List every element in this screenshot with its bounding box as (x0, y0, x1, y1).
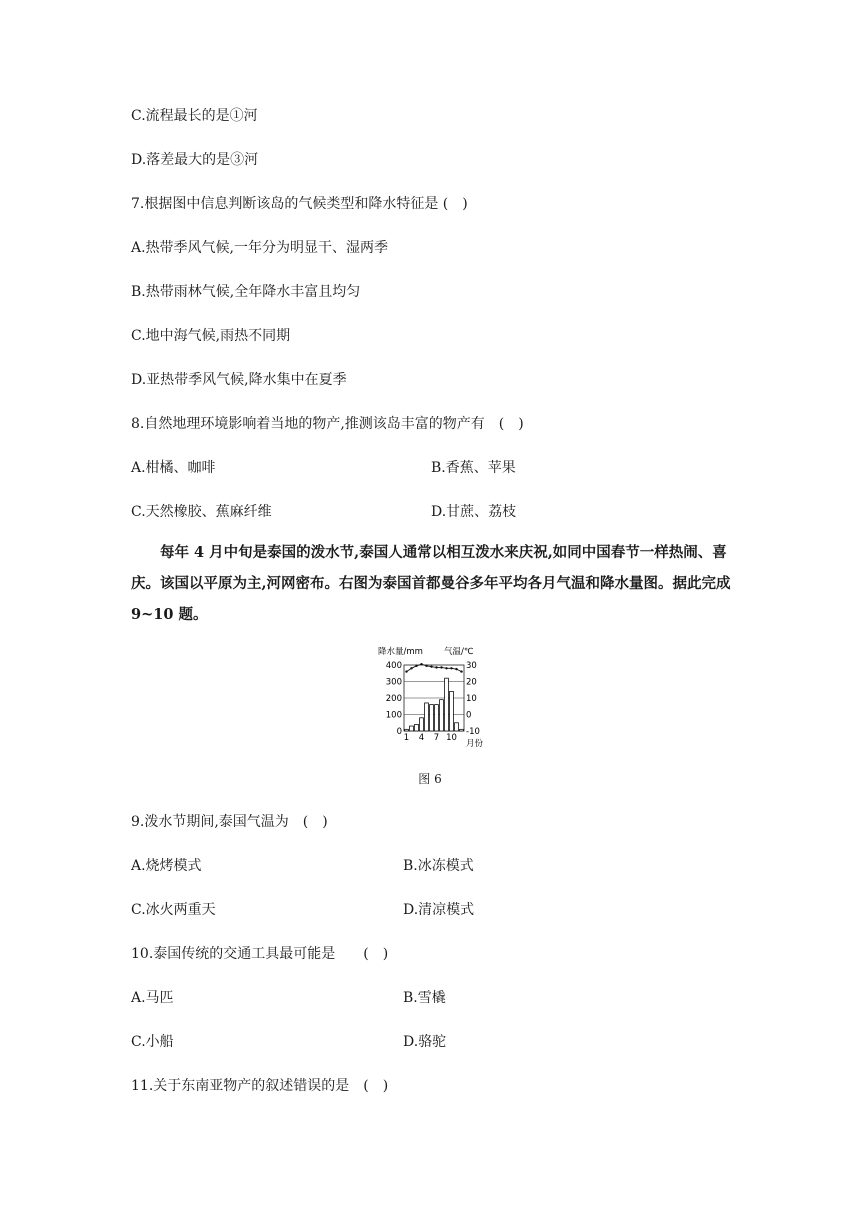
q8-options-row2 (131, 502, 651, 522)
q8-option-c: C.天然橡胶、蕉麻纤维 (131, 504, 272, 520)
q9-option-d: D.清凉模式 (403, 902, 475, 918)
right-tick-label: 20 (466, 677, 477, 688)
q7-stem: 7.根据图中信息判断该岛的气候类型和降水特征是 ( ) (131, 196, 468, 212)
precip-bar (410, 726, 414, 731)
right-axis-label: 气温/℃ (444, 647, 474, 657)
left-tick-label: 200 (385, 694, 402, 704)
left-tick-label: 100 (385, 710, 402, 721)
right-tick-label: 0 (466, 710, 472, 721)
temperature-point (435, 666, 437, 668)
temperature-point (405, 670, 407, 672)
q8-option-d: D.甘蔗、荔枝 (431, 504, 517, 520)
q9-options-row1 (131, 856, 551, 876)
x-tick-label: 10 (446, 733, 457, 743)
precip-bar (420, 718, 424, 731)
x-tick-label: 7 (433, 733, 440, 743)
precip-bar (445, 678, 449, 731)
precip-bar (435, 705, 439, 731)
q10-option-d: D.骆驼 (403, 1034, 447, 1050)
temperature-point (415, 665, 417, 667)
right-tick-label: -10 (466, 727, 480, 737)
left-tick-label: 300 (385, 677, 402, 688)
x-tick-label: 4 (418, 733, 425, 743)
temperature-point (460, 670, 462, 672)
q8-stem: 8.自然地理环境影响着当地的物产,推测该岛丰富的物产有 ( ) (131, 416, 524, 432)
precip-bar (415, 724, 419, 731)
passage: 每年 4 月中旬是泰国的泼水节,泰国人通常以相互泼水来庆祝,如同中国春节一样热闹、喜庆。该国以平原为主,河网密布。右图为泰国首都曼谷多年平均各月气温和降水量图。据此完成 9~10 题。 (131, 544, 731, 623)
q9-options-row2 (131, 900, 551, 920)
x-tick-label: 1 (403, 733, 410, 743)
q9-option-a: A.烧烤模式 (131, 858, 202, 874)
temperature-point (425, 665, 427, 667)
climate-chart (370, 643, 490, 749)
right-tick-label: 30 (466, 661, 477, 671)
q10-stem: 10.泰国传统的交通工具最可能是 ( ) (131, 946, 389, 962)
q9-option-c: C.冰火两重天 (131, 902, 216, 918)
q10-option-c: C.小船 (131, 1034, 174, 1050)
temperature-point (410, 667, 412, 669)
q7-option-a: A.热带季风气候,一年分为明显干、湿两季 (131, 240, 389, 256)
precip-bar (430, 705, 434, 731)
precip-bar (450, 691, 454, 731)
q6-option-c: C.流程最长的是①河 (131, 108, 258, 124)
q9-option-b: B.冰冻模式 (403, 858, 474, 874)
temperature-point (420, 663, 422, 665)
temperature-point (440, 666, 442, 668)
q11-stem: 11.关于东南亚物产的叙述错误的是 ( ) (131, 1078, 389, 1094)
left-axis-label: 降水量/mm (378, 647, 423, 657)
q6-option-d: D.落差最大的是③河 (131, 152, 259, 168)
q9-stem: 9.泼水节期间,泰国气温为 ( ) (131, 814, 328, 830)
q7-option-d: D.亚热带季风气候,降水集中在夏季 (131, 372, 347, 388)
left-tick-label: 400 (385, 661, 402, 671)
q7-option-b: B.热带雨林气候,全年降水丰富且均匀 (131, 284, 361, 300)
precip-bar (405, 729, 409, 731)
precip-bar (455, 723, 459, 731)
temperature-point (445, 667, 447, 669)
q10-options-row1 (131, 988, 551, 1008)
temperature-point (430, 665, 432, 667)
left-tick-label: 0 (396, 727, 402, 737)
q7-option-c: C.地中海气候,雨热不同期 (131, 328, 291, 344)
q10-option-b: B.雪橇 (403, 990, 446, 1006)
right-tick-label: 10 (466, 694, 477, 704)
temperature-point (455, 668, 457, 670)
q10-options-row2 (131, 1032, 551, 1052)
x-axis-label: 月份 (466, 739, 484, 749)
precip-bar (425, 703, 429, 731)
q10-option-a: A.马匹 (131, 990, 174, 1006)
precip-bar (460, 729, 464, 731)
precip-bar (440, 700, 444, 731)
figure-caption: 图 6 (418, 772, 442, 786)
q8-option-a: A.柑橘、咖啡 (131, 460, 216, 476)
temperature-point (450, 667, 452, 669)
q8-options-row1 (131, 458, 651, 478)
q8-option-b: B.香蕉、苹果 (431, 460, 516, 476)
